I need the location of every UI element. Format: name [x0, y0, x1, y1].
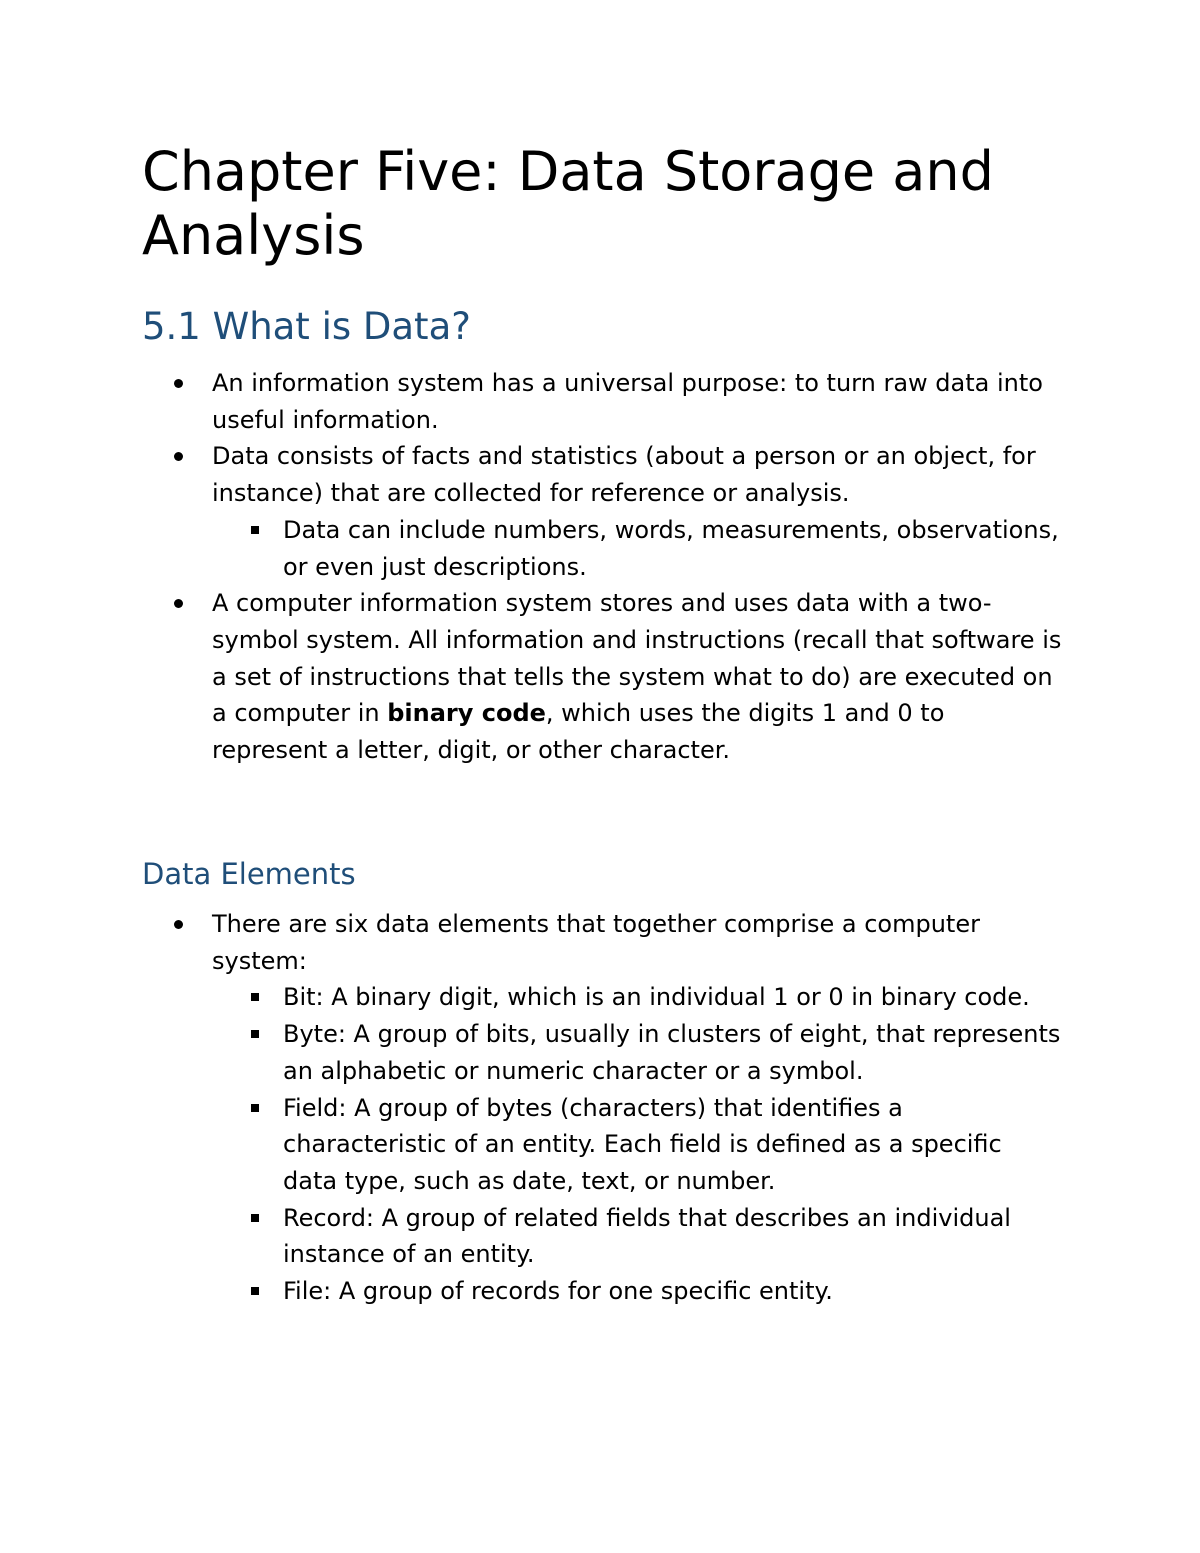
sub-list-item-byte [142, 1016, 1062, 1089]
section-heading-data-elements: Data Elements [142, 857, 356, 891]
sub-list-item-file [142, 1273, 1062, 1310]
bullet-icon [174, 379, 183, 388]
square-bullet-icon [251, 526, 259, 534]
list-item-text-end: , which uses the digits 1 and 0 to represent a letter, digit, or other character. [212, 699, 945, 765]
sub-list-item-text: File: A group of records for one specific entity. [283, 1277, 833, 1306]
square-bullet-icon [251, 993, 259, 1001]
bullet-icon [174, 599, 183, 608]
data-elements-list [142, 906, 1062, 1310]
square-bullet-icon [251, 1104, 259, 1112]
list-item [142, 438, 1062, 511]
bullet-icon [174, 920, 183, 929]
sub-list-item [142, 512, 1062, 585]
sub-list-item-text: Record: A group of related fields that describes an individual instance of an entity. [283, 1203, 1011, 1269]
sub-list-item-bit [142, 979, 1062, 1016]
list-item-text: There are six data elements that together comprise a computer system: [212, 910, 980, 975]
chapter-title: Chapter Five: Data Storage and Analysis [142, 140, 994, 267]
list-item [142, 906, 1062, 979]
list-item-text: An information system has a universal purpose: to turn raw data into useful information. [212, 369, 1043, 434]
sub-list-item-text: Data can include numbers, words, measurements, observations, or even just descriptions. [283, 515, 1059, 581]
square-bullet-icon [251, 1030, 259, 1038]
binary-code-term: binary code [387, 699, 546, 728]
square-bullet-icon [251, 1287, 259, 1295]
list-item [142, 585, 1062, 769]
sub-list-item-text: Byte: A group of bits, usually in clusters of eight, that represents an alphabetic or numeric character or a symbol. [283, 1020, 1061, 1085]
document-page [142, 140, 1062, 1306]
square-bullet-icon [251, 1214, 259, 1222]
list-item [142, 365, 1062, 438]
section-heading-what-is-data: 5.1 What is Data? [142, 305, 471, 348]
sub-list-item-text: Bit: A binary digit, which is an individual 1 or 0 in binary code. [283, 983, 1030, 1012]
list-item-text: Data consists of facts and statistics (about a person or an object, for instance) that are collected for reference or analysis. [212, 442, 1036, 508]
bullet-icon [174, 452, 183, 461]
list-item-text-start: A computer information system stores and uses data with a two-symbol system. All information and instructions (recall that software is a set of instructions that tells the system what to do) are executed on a computer in [212, 589, 1062, 728]
sub-list-item-text: Field: A group of bytes (characters) that identifies a characteristic of an entity. Each field is defined as a specific data type, such as date, text, or number. [283, 1093, 1002, 1195]
what-is-data-list [142, 365, 1062, 769]
sub-list-item-record [142, 1200, 1062, 1273]
sub-list-item-field [142, 1090, 1062, 1200]
